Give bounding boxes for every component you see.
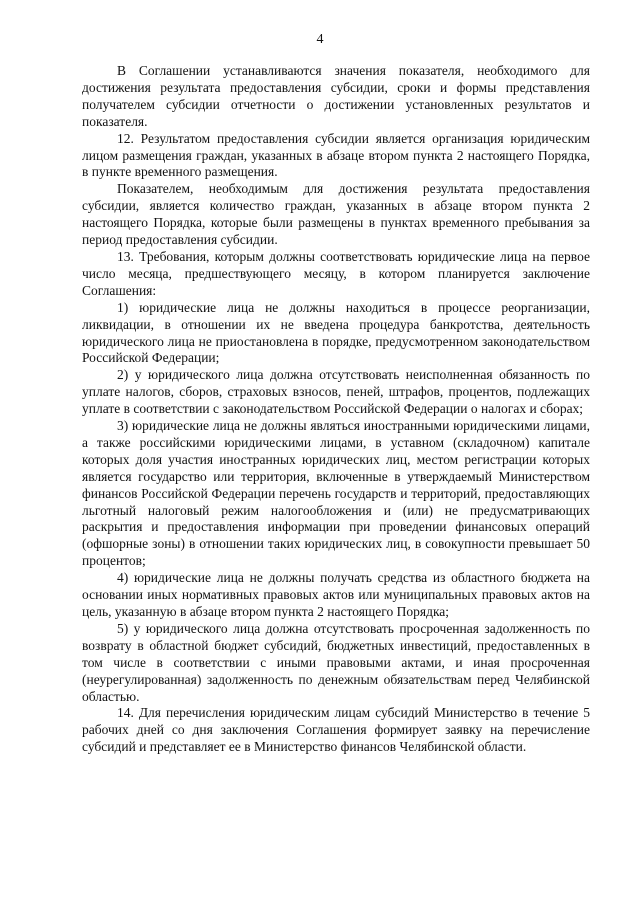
page-number: 4 [316,32,324,47]
requirement-item-2: 2) у юридического лица должна отсутствовать неисполненная обязанность по уплате налогов, сборов, страховых взносов, пеней, штрафов, процентов, подлежащих уплате в соответствии с законодательством Российской Федерации о налогах и сборах; [82,367,590,417]
paragraph-14-transfer: 14. Для перечисления юридическим лицам субсидий Министерство в течение 5 рабочих дней со дня заключения Соглашения формирует заявку на перечисление субсидий и представляет ее в Министерство финансов Челябинской области. [82,705,590,755]
requirement-item-5: 5) у юридического лица должна отсутствовать просроченная задолженность по возврату в областной бюджет субсидий, бюджетных инвестиций, предоставленных в том числе в соответствии с иными правовыми актами, и иная просроченная (неурегулированная) задолженность по денежным обязательствам перед Челябинской областью. [82,620,590,704]
paragraph-agreement-values: В Соглашении устанавливаются значения показателя, необходимого для достижения результата предоставления субсидии, сроки и формы представления получателем субсидии отчетности о достижении установленных результатов и показателя. [82,63,590,129]
requirement-item-4: 4) юридические лица не должны получать средства из областного бюджета на основании иных нормативных правовых актов или муниципальных правовых актов на цель, указанную в абзаце втором пункта 2 настоящего Порядка; [82,570,590,619]
paragraph-12-indicator: Показателем, необходимым для достижения результата предоставления субсидии, является количество граждан, указанных в абзаце втором пункта 2 настоящего Порядка, которые были размещены в пунктах временного пребывания за период предоставления субсидии. [82,181,590,248]
paragraph-13-requirements: 13. Требования, которым должны соответствовать юридические лица на первое число месяца, предшествующего месяцу, в котором планируется заключение Соглашения: [82,248,590,298]
requirement-item-3: 3) юридические лица не должны являться иностранными юридическими лицами, а также российскими юридическими лицами, в уставном (складочном) капитале которых доля участия иностранных юридических лиц, местом регистрации которых является государство или территория, включенные в утверждаемый Министерством финансов Российской Федерации перечень государств и территорий, предоставляющих льготный налоговый режим налогообложения и (или) не предусматривающих раскрытия и предоставления информации при проведении финансовых операций (офшорные зоны) в отношении таких юридических лиц, в совокупности превышает 50 процентов; [82,418,590,569]
requirement-item-1: 1) юридические лица не должны находиться в процессе реорганизации, ликвидации, в отношении их не введена процедура банкротства, деятельность юридического лица не приостановлена в порядке, предусмотренном законодательством Российской Федерации; [82,299,590,366]
document-body [82,63,590,756]
paragraph-12-result: 12. Результатом предоставления субсидии является организация юридическим лицом размещения граждан, указанных в абзаце втором пункта 2 настоящего Порядка, в пункте временного размещения. [82,130,590,180]
